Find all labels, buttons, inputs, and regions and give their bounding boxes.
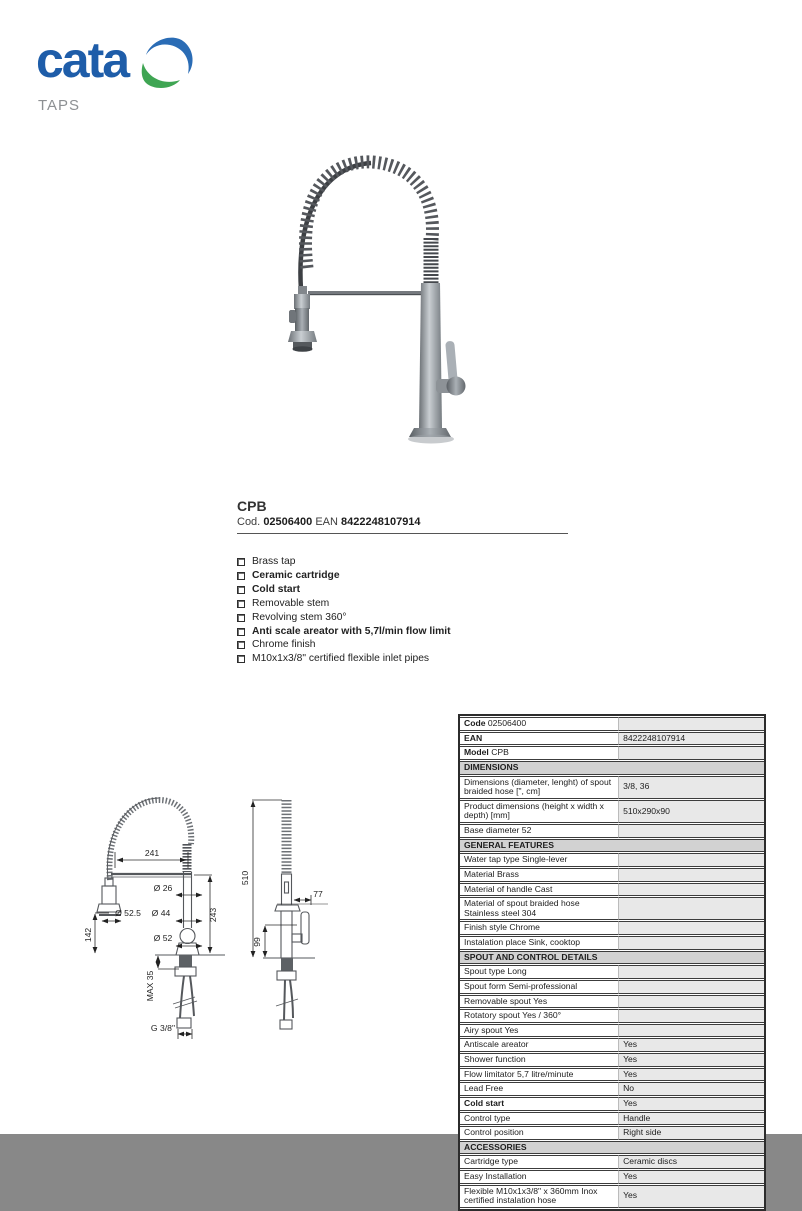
spec-row bbox=[460, 1170, 764, 1184]
checkbox-bullet-icon bbox=[237, 641, 245, 649]
spec-value: Yes bbox=[623, 1068, 638, 1079]
section-title: DIMENSIONS bbox=[460, 761, 764, 775]
spec-label: Lead Free bbox=[464, 1083, 504, 1094]
feature-text: M10x1x3/8" certified flexible inlet pipes bbox=[252, 653, 430, 665]
spec-table bbox=[458, 714, 766, 1211]
spec-label-cell bbox=[460, 995, 618, 1009]
product-photo bbox=[268, 140, 488, 470]
spec-label: Product dimensions (height x width x depth) [mm] bbox=[464, 800, 604, 821]
spec-value-cell bbox=[618, 800, 764, 823]
spec-row bbox=[460, 1038, 764, 1052]
spec-value: Ceramic discs bbox=[623, 1156, 678, 1167]
spec-row bbox=[460, 800, 764, 823]
spec-value: 510x290x90 bbox=[623, 805, 670, 816]
spec-value-cell bbox=[618, 936, 764, 950]
spec-row bbox=[460, 897, 764, 920]
feature-text: Brass tap bbox=[252, 556, 296, 567]
feature-item bbox=[237, 639, 469, 651]
brand-swoosh-icon bbox=[136, 32, 196, 94]
dim-510: 510 bbox=[240, 870, 250, 886]
product-header bbox=[237, 498, 568, 534]
feature-item bbox=[237, 556, 469, 568]
spec-row bbox=[460, 824, 764, 838]
page-title: TAPS bbox=[38, 97, 81, 114]
spec-label-cell bbox=[460, 1170, 618, 1184]
checkbox-bullet-icon bbox=[237, 600, 245, 608]
spec-label-cell bbox=[460, 800, 618, 823]
spec-label-cell bbox=[460, 776, 618, 799]
spec-label: Shower function bbox=[464, 1054, 526, 1064]
spec-value-cell bbox=[618, 1170, 764, 1184]
dim-g38: G 3/8" bbox=[150, 1023, 175, 1033]
spec-label: Dimensions (diameter, lenght) of spout braided hose [", cm] bbox=[464, 776, 612, 797]
spec-label-cell bbox=[460, 1068, 618, 1082]
spec-value-cell bbox=[618, 921, 764, 935]
spec-label: Base diameter 52 bbox=[464, 825, 532, 835]
spec-value: 8422248107914 bbox=[623, 732, 686, 743]
spec-label-cell bbox=[460, 980, 618, 994]
feature-text: Anti scale areator with 5,7l/min flow limit bbox=[252, 625, 451, 637]
checkbox-bullet-icon bbox=[237, 586, 245, 594]
spec-label-cell bbox=[460, 1038, 618, 1052]
spec-value-cell bbox=[618, 1112, 764, 1126]
spec-row bbox=[460, 717, 764, 731]
checkbox-bullet-icon bbox=[237, 558, 245, 566]
spec-row bbox=[460, 776, 764, 799]
spec-row bbox=[460, 980, 764, 994]
spec-row bbox=[460, 1053, 764, 1067]
header-divider bbox=[237, 533, 568, 534]
spec-label: Spout form Semi-professional bbox=[464, 980, 578, 991]
spec-value-cell bbox=[618, 1024, 764, 1038]
spec-value-cell bbox=[618, 853, 764, 867]
spec-label: Finish style Chrome bbox=[464, 922, 540, 933]
spec-label: Model bbox=[464, 747, 489, 758]
spec-label-cell bbox=[460, 868, 618, 882]
feature-item bbox=[237, 653, 469, 665]
checkbox-bullet-icon bbox=[237, 614, 245, 622]
spec-label-cell bbox=[460, 1112, 618, 1126]
feature-text: Ceramic cartridge bbox=[252, 569, 340, 581]
spec-label: Flexible M10x1x3/8" x 360mm Inox certified instalation hose bbox=[464, 1185, 598, 1206]
spec-label-cell bbox=[460, 732, 618, 746]
feature-list bbox=[237, 556, 469, 667]
dim-max35: MAX 35 bbox=[145, 970, 155, 1002]
spec-value-cell bbox=[618, 1126, 764, 1140]
spec-label: Control type bbox=[464, 1112, 511, 1123]
spec-label-cell bbox=[460, 1053, 618, 1067]
spec-value-cell bbox=[618, 1185, 764, 1208]
spec-value: Yes bbox=[623, 1039, 638, 1050]
spec-row bbox=[460, 732, 764, 746]
spec-label: Spout type Long bbox=[464, 966, 527, 977]
spec-value-cell bbox=[618, 1155, 764, 1169]
dim-77: 77 bbox=[313, 889, 323, 899]
spec-label: Rotatory spout Yes / 360° bbox=[464, 1010, 562, 1021]
feature-text: Chrome finish bbox=[252, 639, 316, 651]
spec-label: Airy spout Yes bbox=[464, 1024, 519, 1035]
spec-label-cell bbox=[460, 936, 618, 950]
product-model: CPB bbox=[237, 498, 267, 514]
code-label: Cod. bbox=[237, 516, 261, 528]
spec-label-cell bbox=[460, 1185, 618, 1208]
spec-section-row bbox=[460, 839, 764, 853]
spec-row bbox=[460, 1068, 764, 1082]
spec-value-cell bbox=[618, 732, 764, 746]
spec-label-cell bbox=[460, 1155, 618, 1169]
section-title: SPOUT AND CONTROL DETAILS bbox=[460, 951, 764, 965]
spec-section-row bbox=[460, 951, 764, 965]
technical-drawings bbox=[75, 788, 455, 1108]
checkbox-bullet-icon bbox=[237, 655, 245, 663]
checkbox-bullet-icon bbox=[237, 628, 245, 636]
spec-value-cell bbox=[618, 995, 764, 1009]
spec-label: Flow limitator 5,7 litre/minute bbox=[464, 1068, 574, 1079]
spec-label: Material of handle Cast bbox=[464, 883, 553, 894]
spec-value: Handle bbox=[623, 1112, 651, 1123]
spec-label: Antiscale areator bbox=[464, 1039, 529, 1050]
ean-label: EAN bbox=[315, 516, 338, 528]
spec-row bbox=[460, 853, 764, 867]
spec-row bbox=[460, 1024, 764, 1038]
brand-wordmark: cata bbox=[36, 32, 129, 88]
spec-table-container bbox=[458, 714, 766, 1211]
feature-text: Removable stem bbox=[252, 597, 330, 609]
dim-241: 241 bbox=[144, 848, 160, 858]
spec-value-cell bbox=[618, 980, 764, 994]
spec-section-row bbox=[460, 1141, 764, 1155]
spec-value-cell bbox=[618, 1068, 764, 1082]
spec-value-cell bbox=[618, 824, 764, 838]
spec-value-cell bbox=[618, 776, 764, 799]
section-title: GENERAL FEATURES bbox=[460, 839, 764, 853]
spec-row bbox=[460, 936, 764, 950]
spec-label: Instalation place Sink, cooktop bbox=[464, 937, 581, 947]
spec-value-cell bbox=[618, 868, 764, 882]
spec-value: Yes bbox=[623, 1097, 638, 1108]
spec-value-cell bbox=[618, 1097, 764, 1111]
feature-item bbox=[237, 626, 469, 638]
spec-label: Cold start bbox=[464, 1097, 505, 1108]
spec-value: No bbox=[623, 1083, 635, 1094]
feature-item bbox=[237, 598, 469, 610]
section-title: ACCESSORIES bbox=[460, 1141, 764, 1155]
spec-value-cell bbox=[618, 1082, 764, 1096]
spec-label-cell bbox=[460, 1126, 618, 1140]
spec-label-cell bbox=[460, 853, 618, 867]
spec-label-cell bbox=[460, 1009, 618, 1023]
feature-text: Revolving stem 360° bbox=[252, 611, 347, 623]
dim-142: 142 bbox=[83, 927, 93, 943]
dim-99: 99 bbox=[252, 937, 262, 947]
spec-label: Cartridge type bbox=[464, 1156, 518, 1167]
spec-value: Yes bbox=[623, 1054, 638, 1064]
dim-d26: Ø 26 bbox=[153, 883, 173, 893]
spec-inline-value: CPB bbox=[491, 747, 509, 758]
spec-label: EAN bbox=[464, 732, 483, 743]
code-value: 02506400 bbox=[263, 516, 313, 528]
spec-value-cell bbox=[618, 717, 764, 731]
spec-value-cell bbox=[618, 1038, 764, 1052]
feature-item bbox=[237, 612, 469, 624]
spec-row bbox=[460, 1126, 764, 1140]
spec-label: Removable spout Yes bbox=[464, 995, 548, 1006]
spec-label-cell bbox=[460, 897, 618, 920]
checkbox-bullet-icon bbox=[237, 572, 245, 580]
spec-value: Right side bbox=[623, 1127, 662, 1138]
spec-value-cell bbox=[618, 1009, 764, 1023]
spec-label: Water tap type Single-lever bbox=[464, 854, 568, 865]
spec-value: Yes bbox=[623, 1171, 638, 1181]
ean-value: 8422248107914 bbox=[341, 516, 421, 528]
spec-label-cell bbox=[460, 746, 618, 760]
spec-value-cell bbox=[618, 746, 764, 760]
spec-label: Easy Installation bbox=[464, 1171, 527, 1181]
spec-row bbox=[460, 868, 764, 882]
spec-row bbox=[460, 921, 764, 935]
spec-label-cell bbox=[460, 883, 618, 897]
feature-item bbox=[237, 570, 469, 582]
spec-inline-value: 02506400 bbox=[487, 718, 527, 728]
spec-row bbox=[460, 1082, 764, 1096]
spec-value-cell bbox=[618, 897, 764, 920]
spec-row bbox=[460, 1185, 764, 1208]
spec-row bbox=[460, 965, 764, 979]
spec-row bbox=[460, 995, 764, 1009]
spec-label-cell bbox=[460, 717, 618, 731]
spec-row bbox=[460, 1155, 764, 1169]
spec-label-cell bbox=[460, 1024, 618, 1038]
spec-label-cell bbox=[460, 1097, 618, 1111]
dim-d44: Ø 44 bbox=[151, 908, 171, 918]
product-code-line bbox=[237, 516, 568, 528]
feature-item bbox=[237, 584, 469, 596]
feature-text: Cold start bbox=[252, 583, 301, 595]
spec-value-cell bbox=[618, 883, 764, 897]
spec-value: Yes bbox=[623, 1190, 638, 1201]
spec-label: Control position bbox=[464, 1127, 524, 1138]
dim-d52: Ø 52 bbox=[153, 933, 173, 943]
dim-243: 243 bbox=[208, 907, 218, 923]
spec-value-cell bbox=[618, 965, 764, 979]
spec-label-cell bbox=[460, 921, 618, 935]
spec-label-cell bbox=[460, 965, 618, 979]
spec-section-row bbox=[460, 761, 764, 775]
spec-label: Material of spout braided hose Stainless steel 304 bbox=[464, 898, 580, 918]
spec-label-cell bbox=[460, 824, 618, 838]
spec-row bbox=[460, 1112, 764, 1126]
dim-d525: Ø 52.5 bbox=[115, 908, 141, 918]
spec-row bbox=[460, 1097, 764, 1111]
spec-row bbox=[460, 883, 764, 897]
spec-value: 3/8, 36 bbox=[623, 781, 650, 792]
spec-row bbox=[460, 1009, 764, 1023]
spec-row bbox=[460, 746, 764, 760]
spec-label: Code bbox=[464, 718, 486, 728]
spec-value-cell bbox=[618, 1053, 764, 1067]
spec-label-cell bbox=[460, 1082, 618, 1096]
brand-logo bbox=[36, 30, 196, 94]
spec-label: Material Brass bbox=[464, 868, 519, 879]
